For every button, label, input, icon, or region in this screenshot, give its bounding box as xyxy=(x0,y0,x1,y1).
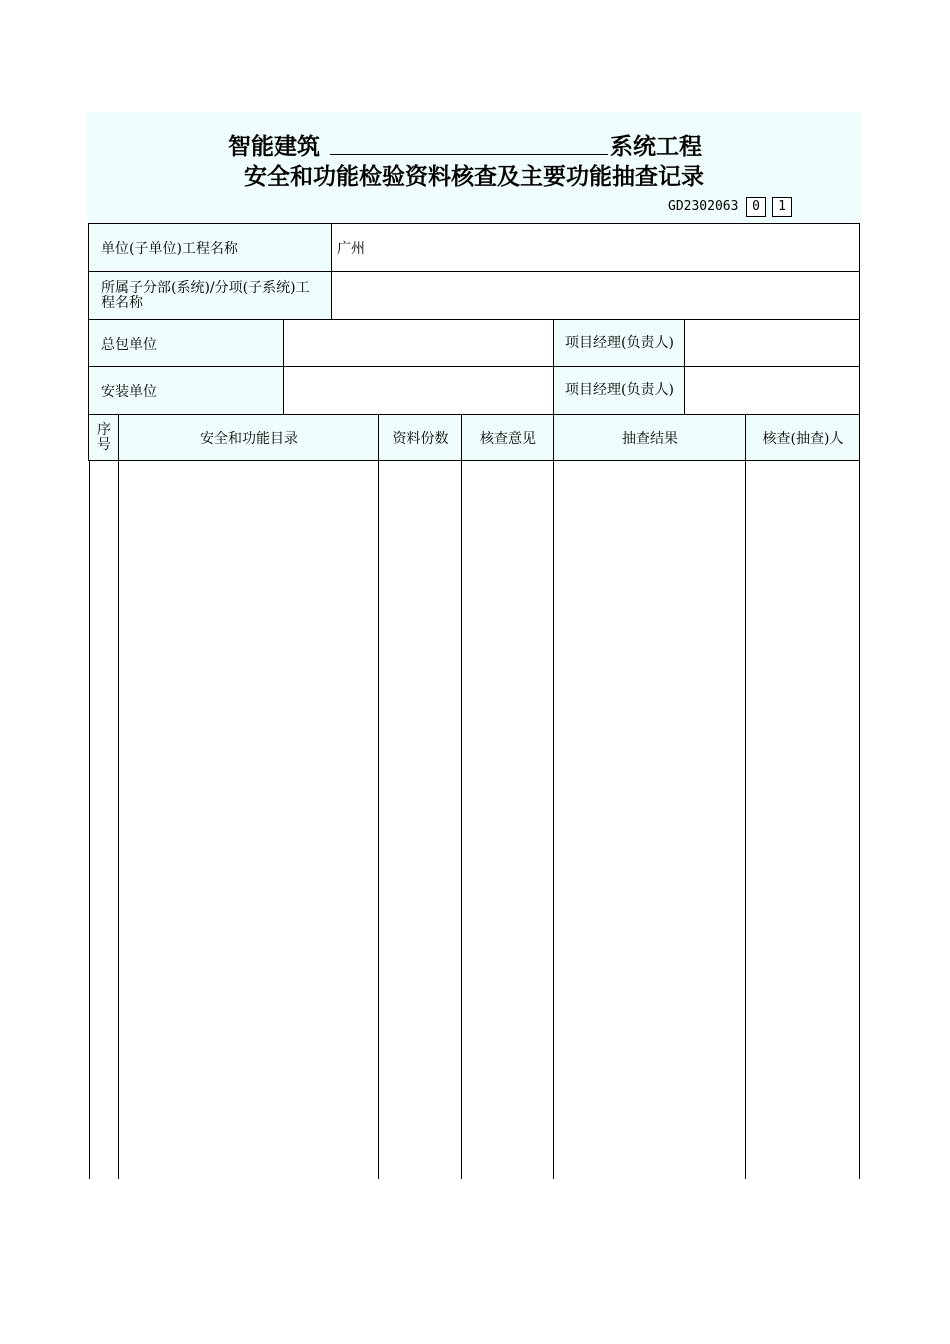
general-contractor-label: 总包单位 xyxy=(101,336,157,353)
sub-division-label-cell xyxy=(88,271,332,319)
unit-project-value: 广州 xyxy=(337,240,365,257)
header-seq: 序号 xyxy=(97,422,111,453)
pm-value-2-cell[interactable] xyxy=(684,366,860,414)
col-line-0 xyxy=(89,461,90,1179)
header-checker-cell xyxy=(745,414,860,461)
header-copies-cell xyxy=(378,414,462,461)
pm-label-1-cell xyxy=(553,319,685,367)
unit-project-label-cell xyxy=(88,223,332,271)
header-checker: 核查(抽查)人 xyxy=(762,431,844,447)
col-line-3 xyxy=(461,461,462,1179)
col-line-6 xyxy=(859,461,860,1179)
title-line-1 xyxy=(87,124,861,160)
form-code-box-2[interactable]: 1 xyxy=(772,197,792,217)
sub-division-value-cell[interactable] xyxy=(331,271,860,319)
header-catalog-cell xyxy=(118,414,379,461)
unit-project-value-cell[interactable] xyxy=(331,223,860,271)
col-line-4 xyxy=(553,461,554,1179)
page-title: 安全和功能检验资料核查及主要功能抽查记录 xyxy=(244,164,704,190)
header-seq-cell xyxy=(88,414,119,461)
unit-project-label: 单位(子单位)工程名称 xyxy=(101,240,238,257)
pm-label-1: 项目经理(负责人) xyxy=(565,335,674,351)
header-copies: 资料份数 xyxy=(392,431,449,447)
sub-division-label: 所属子分部(系统)/分项(子系统)工程名称 xyxy=(101,279,310,311)
right-border-top xyxy=(859,223,860,461)
col-line-2 xyxy=(378,461,379,1179)
col-line-1 xyxy=(118,461,119,1179)
form-code: GD2302063 xyxy=(668,199,739,214)
header-result: 抽查结果 xyxy=(622,431,678,447)
form-code-box-1[interactable]: 0 xyxy=(746,197,766,217)
installer-label: 安装单位 xyxy=(101,383,157,400)
title-prefix: 智能建筑 xyxy=(228,134,320,160)
table-body[interactable] xyxy=(88,461,860,1179)
col-line-5 xyxy=(745,461,746,1179)
pm-label-2-cell xyxy=(553,366,685,414)
general-contractor-value-cell[interactable] xyxy=(283,319,554,367)
installer-value-cell[interactable] xyxy=(283,366,554,414)
header-catalog: 安全和功能目录 xyxy=(200,431,298,447)
pm-label-2: 项目经理(负责人) xyxy=(565,382,674,398)
header-opinion: 核查意见 xyxy=(480,431,536,447)
header-result-cell xyxy=(553,414,746,461)
title-blank-underline[interactable] xyxy=(330,154,608,155)
title-suffix: 系统工程 xyxy=(610,134,702,160)
general-contractor-label-cell xyxy=(88,319,284,367)
installer-label-cell xyxy=(88,366,284,414)
header-opinion-cell xyxy=(461,414,554,461)
pm-value-1-cell[interactable] xyxy=(684,319,860,367)
